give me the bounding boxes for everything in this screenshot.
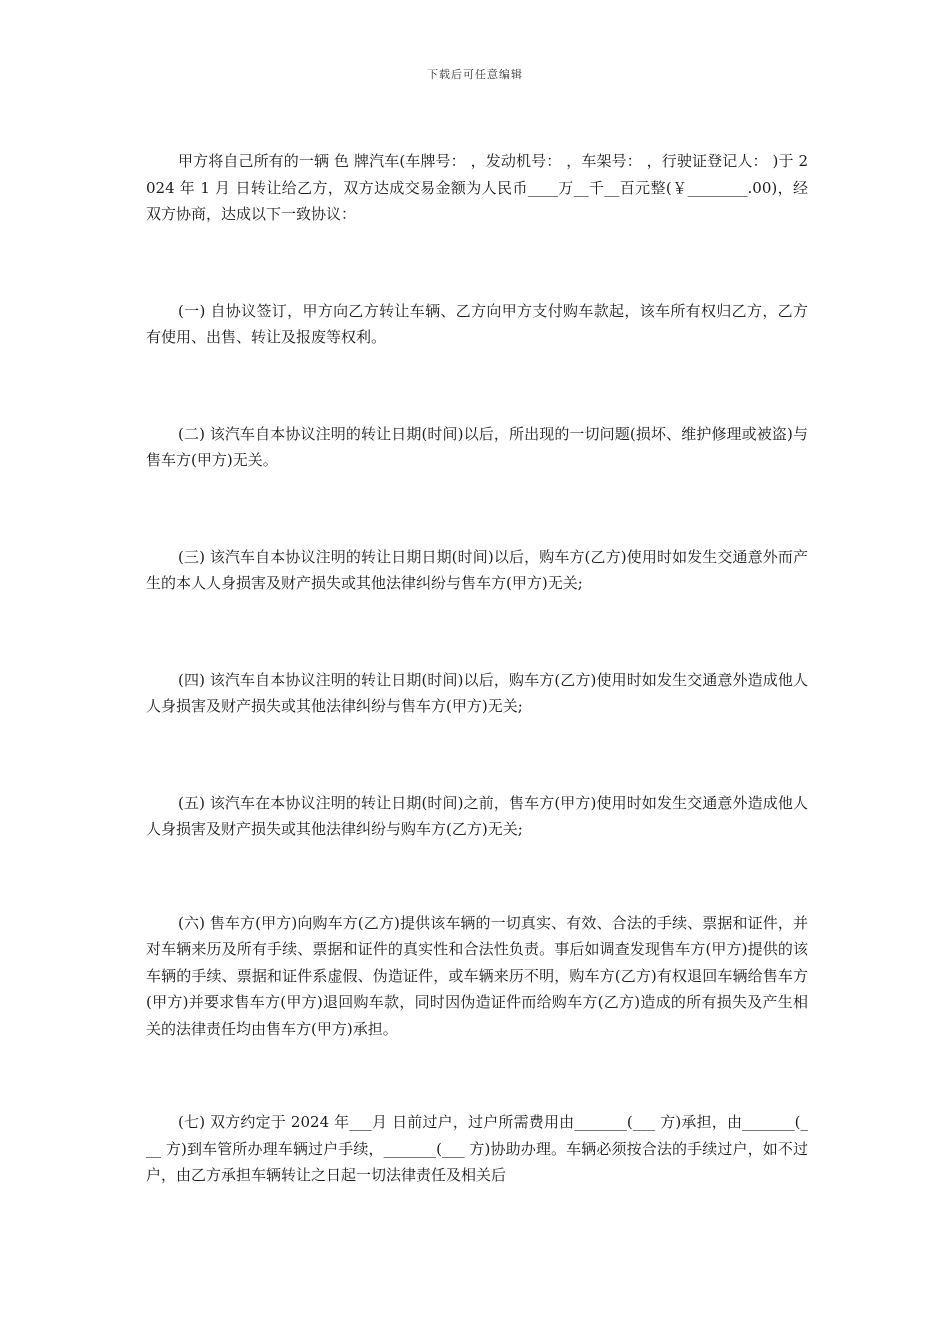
clause-3: (三) 该汽车自本协议注明的转让日期日期(时间)以后，购车方(乙方)使用时如发生交通意外而产生的本人人身损害及财产损失或其他法律纠纷与售车方(甲方)无关; xyxy=(146,547,808,592)
clause-1: (一) 自协议签订，甲方向乙方转让车辆、乙方向甲方支付购车款起，该车所有权归乙方，乙方有使用、出售、转让及报废等权利。 xyxy=(146,301,808,346)
document-body xyxy=(146,148,808,1189)
intro-paragraph: 甲方将自己所有的一辆 色 牌汽车(车牌号： ，发动机号： ，车架号： ，行驶证登记人： )于 2024 年 1 月 日转让给乙方，双方达成交易金额为人民币____万__千__百元整(￥________.00)，经双方协商，达成以下一致协议： xyxy=(146,152,808,223)
clause-7: (七) 双方约定于 2024 年___月 日前过户，过户所需费用由_______(___ 方)承担，由_______(___ 方)到车管所办理车辆过户手续，_______(___ 方)协助办理。车辆必须按合法的手续过户，如不过户，由乙方承担车辆转让之日起一切法律责任及相关后 xyxy=(146,1113,808,1184)
clause-6: (六) 售车方(甲方)向购车方(乙方)提供该车辆的一切真实、有效、合法的手续、票据和证件，并对车辆来历及所有手续、票据和证件的真实性和合法性负责。事后如调查发现售车方(甲方)提供的该车辆的手续、票据和证件系虚假、伪造证件，或车辆来历不明，购车方(乙方)有权退回车辆给售车方(甲方)并要求售车方(甲方)退回购车款，同时因伪造证件而给购车方(乙方)造成的所有损失及产生相关的法律责任均由售车方(甲方)承担。 xyxy=(146,913,808,1038)
clause-4: (四) 该汽车自本协议注明的转让日期(时间)以后，购车方(乙方)使用时如发生交通意外造成他人人身损害及财产损失或其他法律纠纷与售车方(甲方)无关; xyxy=(146,670,808,715)
header-note: 下载后可任意编辑 xyxy=(427,68,523,81)
clause-2: (二) 该汽车自本协议注明的转让日期(时间)以后，所出现的一切问题(损坏、维护修理或被盗)与售车方(甲方)无关。 xyxy=(146,424,808,469)
clause-5: (五) 该汽车在本协议注明的转让日期(时间)之前，售车方(甲方)使用时如发生交通意外造成他人人身损害及财产损失或其他法律纠纷与购车方(乙方)无关; xyxy=(146,793,808,838)
